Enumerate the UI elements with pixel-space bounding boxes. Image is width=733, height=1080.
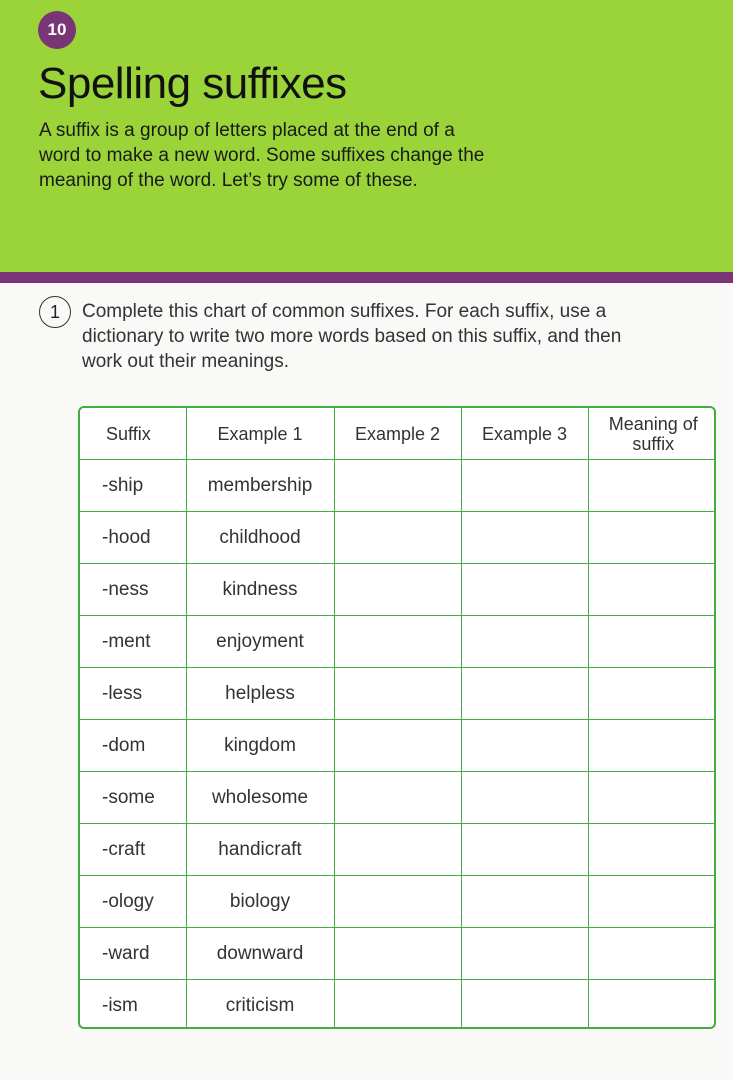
meaning-blank-cell[interactable]: [588, 980, 716, 1030]
example-3-blank-cell[interactable]: [461, 876, 588, 928]
table-row: [80, 668, 716, 720]
example-2-blank-cell[interactable]: [334, 824, 461, 876]
meaning-blank-cell[interactable]: [588, 772, 716, 824]
column-header-suffix: Suffix: [80, 408, 186, 460]
meaning-blank-cell[interactable]: [588, 876, 716, 928]
example-3-blank-cell[interactable]: [461, 720, 588, 772]
table-row: [80, 980, 716, 1030]
question-text: Complete this chart of common suffixes. For each suffix, use a dictionary to write two more words based on this suffix, and then work out their meanings.: [82, 301, 622, 372]
example-3-blank-cell[interactable]: [461, 824, 588, 876]
meaning-blank-cell[interactable]: [588, 564, 716, 616]
example-3-blank-cell[interactable]: [461, 980, 588, 1030]
table-row: [80, 616, 716, 668]
example-1-cell: biology: [186, 876, 334, 928]
example-2-blank-cell[interactable]: [334, 720, 461, 772]
example-3-blank-cell[interactable]: [461, 564, 588, 616]
table-row: [80, 928, 716, 980]
example-2-blank-cell[interactable]: [334, 980, 461, 1030]
suffix-cell: -ship: [80, 460, 186, 512]
suffix-cell: -ness: [80, 564, 186, 616]
example-2-blank-cell[interactable]: [334, 512, 461, 564]
intro-text: A suffix is a group of letters placed at the end of a word to make a new word. Some suffixes change the meaning of the word. Let’s try some of these.: [39, 120, 485, 191]
question-number: 1: [39, 296, 71, 328]
table-row: [80, 876, 716, 928]
meaning-blank-cell[interactable]: [588, 512, 716, 564]
example-3-blank-cell[interactable]: [461, 668, 588, 720]
example-1-cell: criticism: [186, 980, 334, 1030]
example-3-blank-cell[interactable]: [461, 460, 588, 512]
example-1-cell: kingdom: [186, 720, 334, 772]
suffix-cell: -less: [80, 668, 186, 720]
example-3-blank-cell[interactable]: [461, 772, 588, 824]
example-3-blank-cell[interactable]: [461, 928, 588, 980]
table-row: [80, 824, 716, 876]
table-body: [80, 460, 716, 1030]
table-row: [80, 512, 716, 564]
column-header-example-1: Example 1: [186, 408, 334, 460]
example-2-blank-cell[interactable]: [334, 928, 461, 980]
suffix-cell: -ward: [80, 928, 186, 980]
meaning-blank-cell[interactable]: [588, 824, 716, 876]
suffix-cell: -ment: [80, 616, 186, 668]
table-row: [80, 720, 716, 772]
example-2-blank-cell[interactable]: [334, 668, 461, 720]
example-1-cell: kindness: [186, 564, 334, 616]
page-number-badge: 10: [38, 11, 76, 49]
meaning-blank-cell[interactable]: [588, 460, 716, 512]
column-header-example-3: Example 3: [461, 408, 588, 460]
example-2-blank-cell[interactable]: [334, 772, 461, 824]
suffix-cell: -hood: [80, 512, 186, 564]
example-1-cell: downward: [186, 928, 334, 980]
column-header-meaning: Meaning of suffix: [588, 408, 716, 460]
suffix-cell: -some: [80, 772, 186, 824]
example-2-blank-cell[interactable]: [334, 876, 461, 928]
suffix-cell: -dom: [80, 720, 186, 772]
table-row: [80, 564, 716, 616]
table-header-row: [80, 408, 716, 460]
suffix-cell: -ology: [80, 876, 186, 928]
page-title: Spelling suffixes: [38, 59, 347, 108]
table-row: [80, 460, 716, 512]
example-2-blank-cell[interactable]: [334, 460, 461, 512]
example-1-cell: helpless: [186, 668, 334, 720]
example-2-blank-cell[interactable]: [334, 616, 461, 668]
suffix-cell: -craft: [80, 824, 186, 876]
example-3-blank-cell[interactable]: [461, 616, 588, 668]
meaning-blank-cell[interactable]: [588, 720, 716, 772]
header-divider-stripe: [0, 272, 733, 283]
example-1-cell: handicraft: [186, 824, 334, 876]
suffix-cell: -ism: [80, 980, 186, 1030]
suffix-table: [80, 408, 716, 1029]
table-row: [80, 772, 716, 824]
example-3-blank-cell[interactable]: [461, 512, 588, 564]
example-1-cell: enjoyment: [186, 616, 334, 668]
column-header-example-2: Example 2: [334, 408, 461, 460]
meaning-blank-cell[interactable]: [588, 616, 716, 668]
example-1-cell: childhood: [186, 512, 334, 564]
example-2-blank-cell[interactable]: [334, 564, 461, 616]
meaning-blank-cell[interactable]: [588, 928, 716, 980]
meaning-blank-cell[interactable]: [588, 668, 716, 720]
suffix-chart: [78, 406, 716, 1029]
example-1-cell: wholesome: [186, 772, 334, 824]
example-1-cell: membership: [186, 460, 334, 512]
